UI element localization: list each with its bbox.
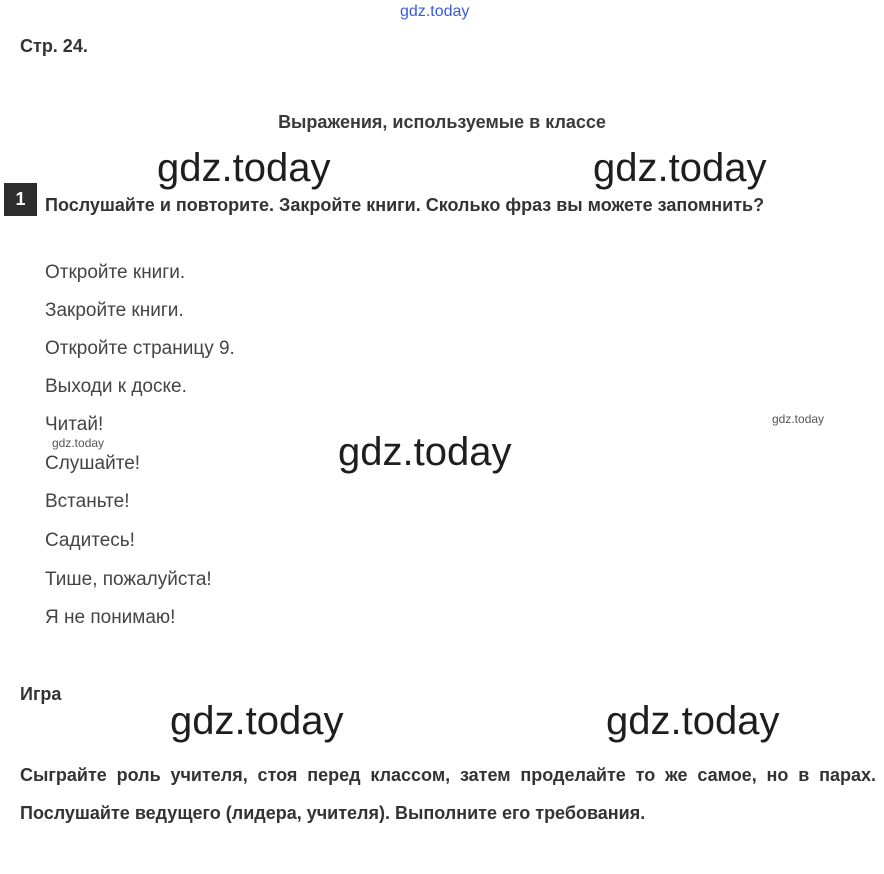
- game-title: Игра: [20, 684, 62, 704]
- phrase-item: Тише, пожалуйста!: [45, 569, 212, 590]
- watermark: gdz.today: [170, 699, 344, 743]
- watermark-small: gdz.today: [772, 412, 825, 426]
- watermark: gdz.today: [593, 146, 767, 190]
- phrase-item: Садитесь!: [45, 530, 135, 551]
- phrase-item: Выходи к доске.: [45, 376, 187, 397]
- watermark-top: gdz.today: [400, 3, 470, 20]
- exercise-number-badge: 1: [4, 183, 37, 216]
- phrase-item: Читай!: [45, 414, 104, 435]
- phrase-item: Слушайте!: [45, 453, 141, 474]
- phrase-item: Откройте страницу 9.: [45, 338, 235, 359]
- watermark: gdz.today: [606, 699, 780, 743]
- watermark: gdz.today: [338, 430, 512, 474]
- page-number: Стр. 24.: [20, 36, 88, 56]
- phrase-item: Откройте книги.: [45, 262, 186, 283]
- phrase-item: Закройте книги.: [45, 300, 184, 321]
- phrase-item: Я не понимаю!: [45, 607, 176, 628]
- phrase-item: Встаньте!: [45, 491, 130, 512]
- game-instructions: Сыграйте роль учителя, стоя перед классом, затем проделайте то же самое, но в парах. Послушайте ведущего (лидера, учителя). Выполните его требования.: [20, 765, 876, 823]
- exercise-instruction: Послушайте и повторите. Закройте книги. Сколько фраз вы можете запомнить?: [45, 195, 765, 215]
- watermark: gdz.today: [157, 146, 331, 190]
- section-title: Выражения, используемые в классе: [278, 112, 606, 132]
- watermark-small: gdz.today: [52, 436, 105, 450]
